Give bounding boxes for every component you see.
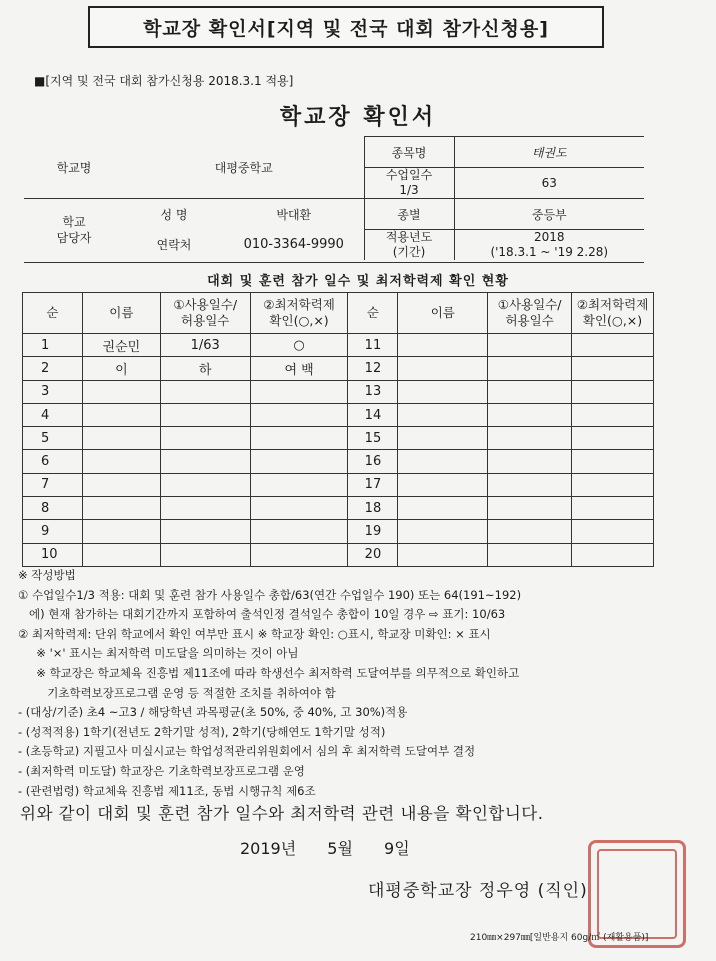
table-row	[23, 334, 654, 357]
instruction-line: - (성적적용) 1학기(전년도 2학기말 성적), 2학기(당해연도 1학기말 성적)	[18, 724, 386, 739]
table-row	[23, 543, 654, 566]
table-cell-check2	[572, 357, 654, 380]
instruction-line: - (초등학교) 지필고사 미실시교는 학업성적관리위원회에서 심의 후 최저학력 도달여부 결정	[18, 744, 476, 759]
table-cell-no: 4	[23, 403, 83, 426]
table-header-cell: ②최저학력제 확인(○,×)	[572, 293, 654, 334]
year-value	[454, 230, 644, 261]
class-days-value: 63	[454, 168, 644, 199]
table-cell-check: ○	[250, 334, 348, 357]
table-cell-days2	[488, 403, 572, 426]
table-cell-check2	[572, 473, 654, 496]
table-cell-name	[82, 520, 160, 543]
table-cell-name	[82, 403, 160, 426]
table-cell-no: 5	[23, 427, 83, 450]
writing-instructions	[18, 566, 698, 801]
table-cell-days: 하	[160, 357, 250, 380]
table-cell-days2	[488, 427, 572, 450]
table-body	[23, 334, 654, 567]
year-label	[364, 230, 454, 261]
table-cell-no: 2	[23, 357, 83, 380]
table-cell-days	[160, 380, 250, 403]
table-cell-no2: 14	[348, 403, 398, 426]
school-name-value: 대평중학교	[124, 137, 364, 199]
table-cell-check	[250, 380, 348, 403]
table-row	[23, 403, 654, 426]
table-cell-days2	[488, 520, 572, 543]
table-header-cell: 순	[348, 293, 398, 334]
table-cell-name2	[398, 427, 488, 450]
table-cell-name	[82, 427, 160, 450]
issue-date	[240, 836, 436, 859]
table-cell-days2	[488, 543, 572, 566]
instruction-line: ※ 학교장은 학교체육 진흥법 제11조에 따라 학생선수 최저학력 도달여부를 의무적으로 확인하고	[18, 665, 520, 680]
document-box-title: 학교장 확인서[지역 및 전국 대회 참가신청용]	[88, 6, 604, 48]
table-cell-name	[82, 380, 160, 403]
table-row	[23, 357, 654, 380]
date-day: 9일	[384, 839, 410, 858]
table-row	[23, 473, 654, 496]
table-cell-check2	[572, 427, 654, 450]
paper-spec-footer: 210㎜×297㎜[일반용지 60g/㎡ (재활용품)]	[470, 933, 649, 943]
staff-contact-value: 010-3364-9990	[243, 237, 344, 253]
section-title: 대회 및 훈련 참가 일수 및 최저학력제 확인 현황	[207, 274, 509, 289]
table-cell-name2	[398, 473, 488, 496]
info-table-divider	[24, 262, 644, 263]
class-days-label-line2: 1/3	[399, 183, 419, 197]
page-title: 학교장 확인서	[279, 105, 437, 130]
table-cell-check2	[572, 543, 654, 566]
table-cell-check	[250, 520, 348, 543]
table-cell-no2: 19	[348, 520, 398, 543]
table-cell-no2: 18	[348, 497, 398, 520]
school-info-table	[24, 136, 644, 260]
table-cell-check2	[572, 520, 654, 543]
date-month: 5월	[327, 839, 353, 858]
table-cell-name	[82, 543, 160, 566]
table-cell-check2	[572, 450, 654, 473]
table-cell-name2	[398, 543, 488, 566]
staff-label-line1: 학교	[62, 214, 86, 229]
table-header-cell: 순	[23, 293, 83, 334]
table-cell-name	[82, 473, 160, 496]
table-cell-no2: 17	[348, 473, 398, 496]
instruction-line: 기초학력보장프로그램 운영 등 적절한 조치를 취하여야 함	[18, 685, 336, 700]
class-days-label	[364, 168, 454, 199]
table-cell-days2	[488, 450, 572, 473]
category-label: 종별	[364, 199, 454, 230]
staff-contact-label: 연락처	[156, 238, 192, 253]
instruction-line: ※ 작성방법	[18, 568, 76, 582]
table-cell-check	[250, 497, 348, 520]
staff-name-label: 성 명	[124, 199, 224, 230]
table-row	[23, 380, 654, 403]
table-cell-days	[160, 543, 250, 566]
table-row	[23, 520, 654, 543]
staff-label-line2: 담당자	[56, 230, 92, 245]
table-cell-name2	[398, 403, 488, 426]
table-cell-check	[250, 403, 348, 426]
table-cell-no: 1	[23, 334, 83, 357]
year-value-line2: ('18.3.1 ~ '19 2.28)	[490, 245, 609, 259]
table-header-cell: 이름	[82, 293, 160, 334]
table-cell-days	[160, 520, 250, 543]
event-label: 종목명	[364, 137, 454, 168]
table-cell-name2	[398, 334, 488, 357]
table-cell-no: 6	[23, 450, 83, 473]
instruction-line: ① 수업일수1/3 적용: 대회 및 훈련 참가 사용일수 총합/63(연간 수업일수 190) 또는 64(191~192)	[18, 587, 522, 602]
table-header-row	[23, 293, 654, 334]
table-cell-name	[82, 450, 160, 473]
table-header-cell: ②최저학력제 확인(○,×)	[250, 293, 348, 334]
table-row	[23, 427, 654, 450]
principal-signature: 대평중학교장 정우영 (직인)	[368, 881, 588, 901]
category-value: 중등부	[454, 199, 644, 230]
table-cell-days	[160, 450, 250, 473]
table-cell-days2	[488, 380, 572, 403]
table-cell-name: 권순민	[82, 334, 160, 357]
table-cell-no2: 15	[348, 427, 398, 450]
table-cell-no: 8	[23, 497, 83, 520]
table-cell-check	[250, 450, 348, 473]
table-cell-name: 이	[82, 357, 160, 380]
staff-name-value: 박대환	[224, 199, 364, 230]
table-cell-no: 3	[23, 380, 83, 403]
event-value: 태권도	[454, 137, 644, 168]
table-cell-check2	[572, 380, 654, 403]
table-cell-no: 7	[23, 473, 83, 496]
table-cell-name2	[398, 520, 488, 543]
table-cell-check2	[572, 497, 654, 520]
table-cell-no2: 12	[348, 357, 398, 380]
table-cell-no2: 16	[348, 450, 398, 473]
table-cell-days2	[488, 473, 572, 496]
table-header-cell: ①사용일수/ 허용일수	[160, 293, 250, 334]
table-cell-check2	[572, 403, 654, 426]
table-cell-days	[160, 403, 250, 426]
year-label-line2: (기간)	[392, 245, 426, 259]
table-cell-check	[250, 427, 348, 450]
instruction-line: ② 최저학력제: 단위 학교에서 확인 여부만 표시 ※ 학교장 확인: ○표시, 학교장 미확인: × 표시	[18, 626, 491, 641]
table-header-cell: 이름	[398, 293, 488, 334]
table-cell-check	[250, 543, 348, 566]
table-cell-check: 여 백	[250, 357, 348, 380]
table-cell-check	[250, 473, 348, 496]
class-days-label-line1: 수업일수	[385, 168, 433, 182]
table-cell-no: 9	[23, 520, 83, 543]
table-row	[23, 497, 654, 520]
table-cell-name2	[398, 380, 488, 403]
instruction-line: - (최저학력 미도달) 학교장은 기초학력보장프로그램 운영	[18, 763, 305, 778]
table-cell-days	[160, 427, 250, 450]
instruction-line: - (관련법령) 학교체육 진흥법 제11조, 동법 시행규칙 제6조	[18, 783, 316, 798]
table-cell-days2	[488, 497, 572, 520]
table-cell-no2: 11	[348, 334, 398, 357]
instruction-line: - (대상/기준) 초4 ~고3 / 해당학년 과목평균(초 50%, 중 40%, 고 30%)적용	[18, 705, 408, 720]
table-cell-days	[160, 497, 250, 520]
table-cell-days: 1/63	[160, 334, 250, 357]
table-header-cell: ①사용일수/ 허용일수	[488, 293, 572, 334]
table-cell-no2: 20	[348, 543, 398, 566]
year-value-line1: 2018	[533, 230, 565, 244]
table-cell-days2	[488, 357, 572, 380]
instruction-line: 에) 현재 참가하는 대회기간까지 포함하여 출석인정 결석일수 총합이 10일 경우 ⇨ 표기: 10/63	[18, 607, 506, 622]
year-label-line1: 적용년도	[385, 230, 433, 244]
confirmation-statement: 위와 같이 대회 및 훈련 참가 일수와 최저학력 관련 내용을 확인합니다.	[20, 804, 544, 823]
table-cell-days2	[488, 334, 572, 357]
school-name-label: 학교명	[56, 160, 92, 175]
table-cell-check2	[572, 334, 654, 357]
document-subtitle: ■[지역 및 전국 대회 참가신청용 2018.3.1 적용]	[34, 74, 294, 88]
instruction-line: ※ '×' 표시는 최저학력 미도달을 의미하는 것이 아님	[18, 646, 299, 661]
table-row	[23, 450, 654, 473]
participation-table	[22, 292, 654, 567]
table-cell-name2	[398, 357, 488, 380]
date-year: 2019년	[240, 839, 297, 858]
table-cell-no: 10	[23, 543, 83, 566]
table-cell-no2: 13	[348, 380, 398, 403]
table-cell-name2	[398, 450, 488, 473]
table-cell-name2	[398, 497, 488, 520]
table-cell-name	[82, 497, 160, 520]
staff-label	[24, 199, 124, 261]
table-cell-days	[160, 473, 250, 496]
